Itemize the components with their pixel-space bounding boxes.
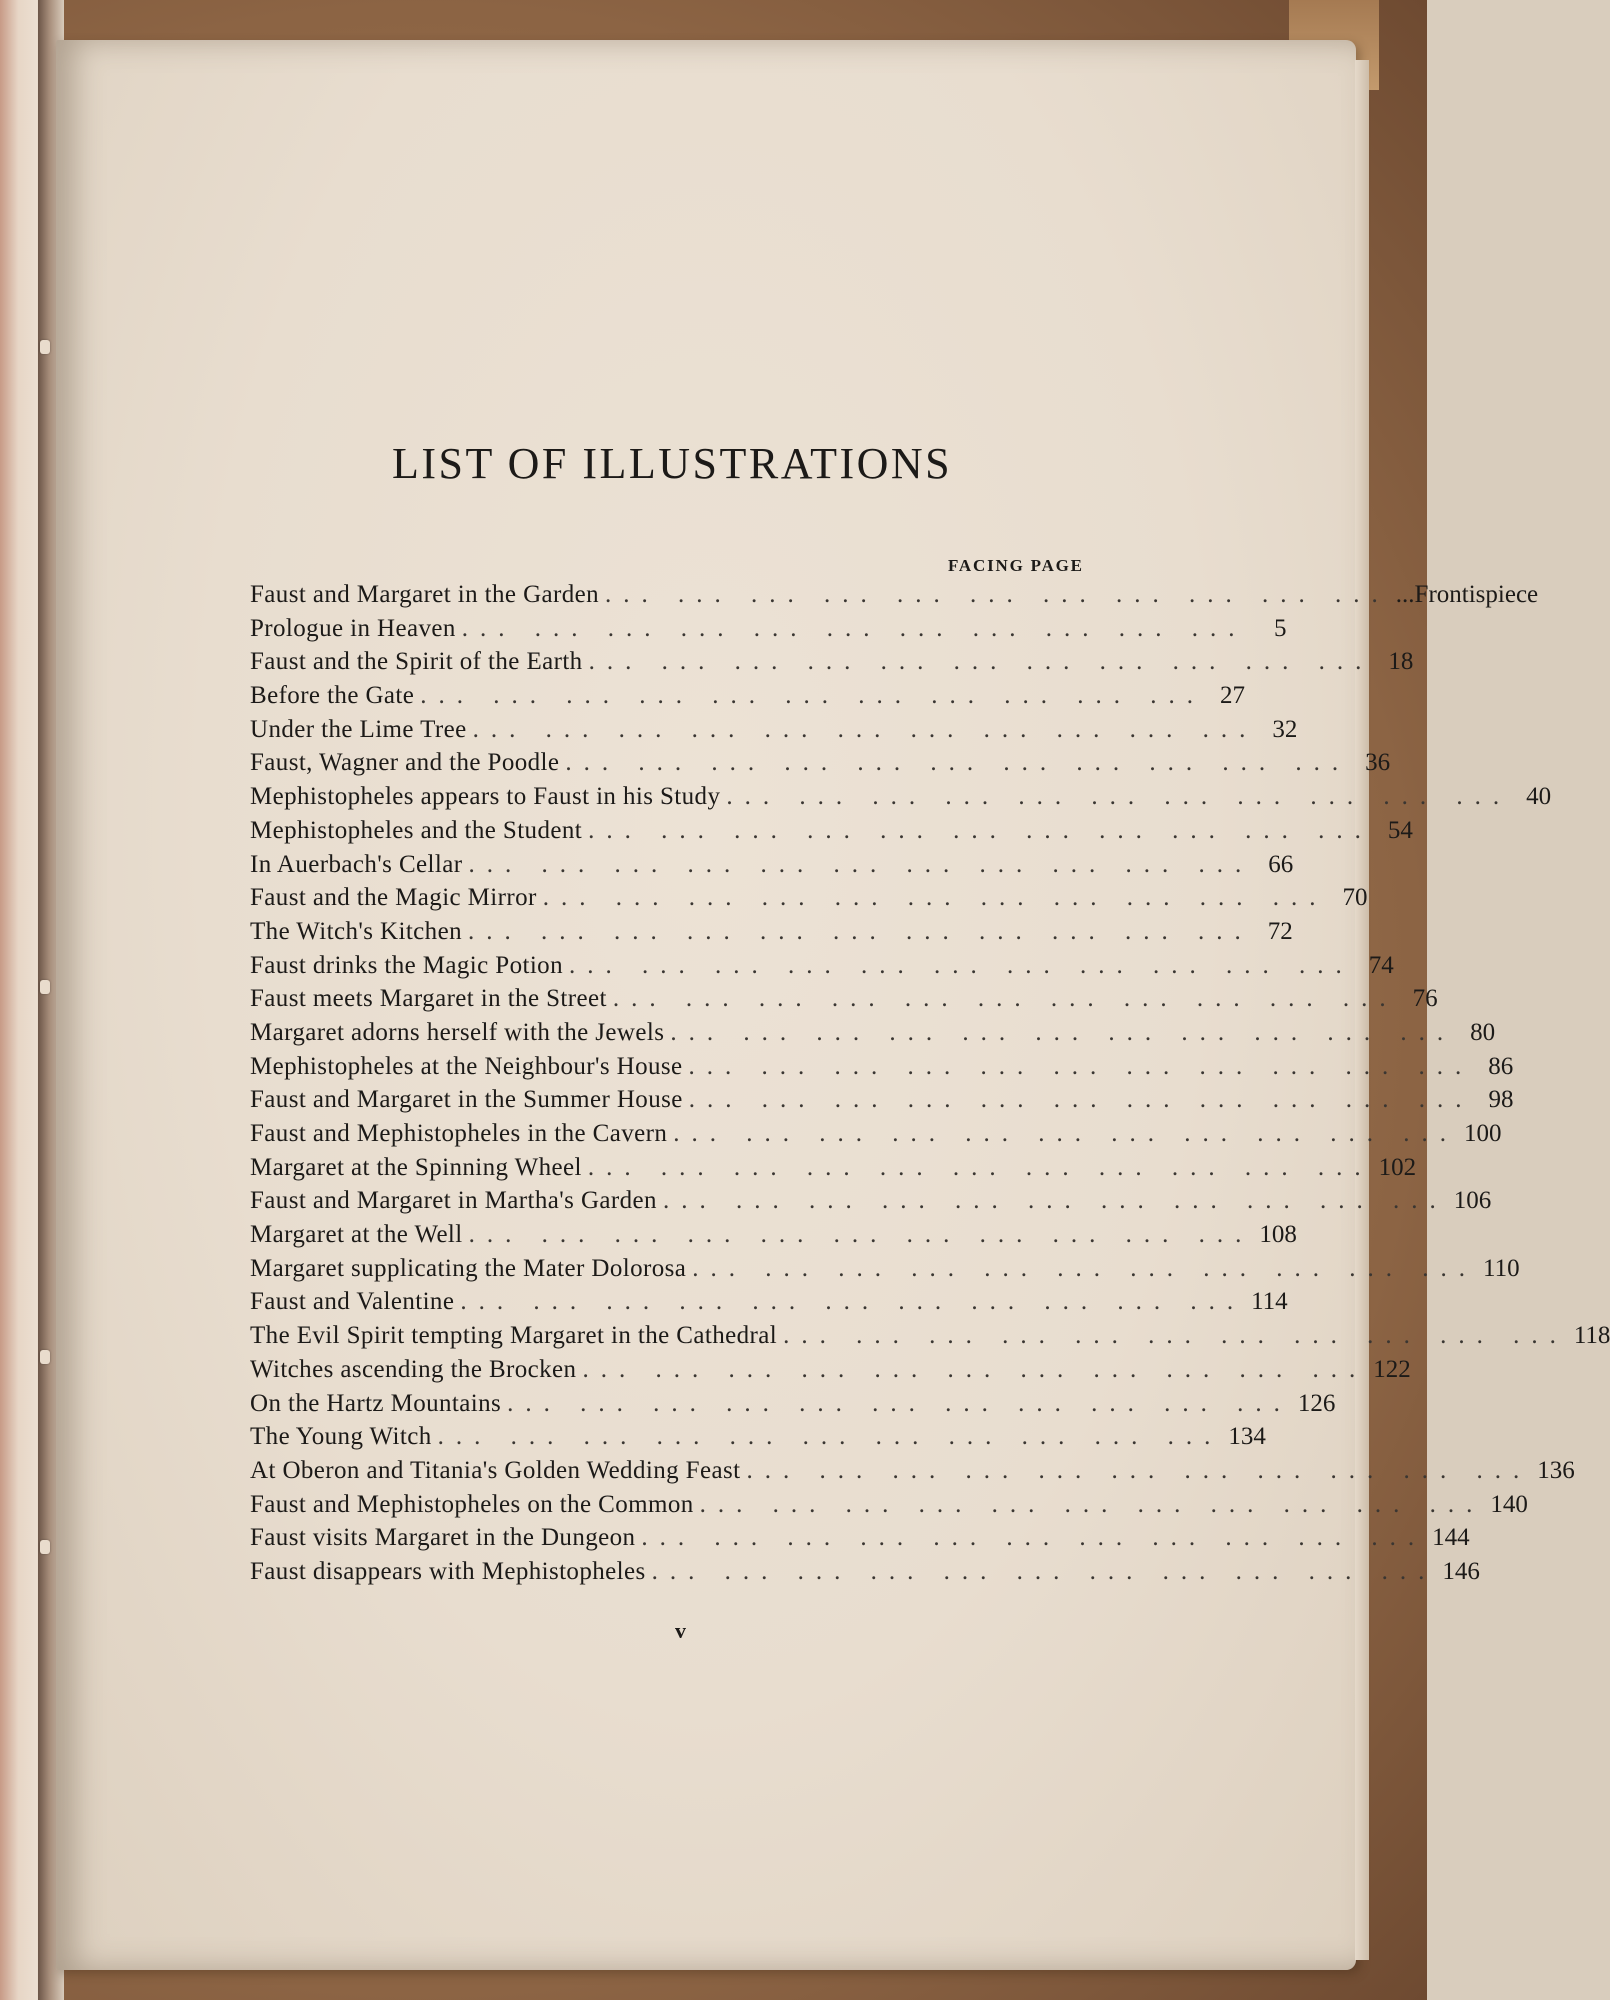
illustration-title: The Witch's Kitchen bbox=[250, 917, 462, 945]
illustration-title: Faust and the Spirit of the Earth bbox=[250, 648, 583, 676]
list-item bbox=[250, 1285, 1288, 1319]
illustration-title: Faust drinks the Magic Potion bbox=[250, 951, 563, 979]
list-item bbox=[250, 780, 1552, 814]
dot-leader: ... ... ... ... ... ... ... ... ... ... ... bbox=[673, 1120, 1458, 1147]
dot-leader: ... ... ... ... ... ... ... ... ... ... ... bbox=[542, 884, 1328, 912]
facing-page-number: 106 bbox=[1453, 1187, 1492, 1215]
illustration-title: In Auerbach's Cellar bbox=[250, 850, 463, 878]
dot-leader: ... ... ... ... ... ... ... ... ... ... ... bbox=[588, 648, 1374, 676]
dot-leader: ... ... ... ... ... ... ... ... ... ... ... bbox=[582, 1355, 1368, 1383]
facing-page-number: 76 bbox=[1412, 985, 1438, 1013]
illustration-title: The Young Witch bbox=[250, 1423, 432, 1451]
facing-page-number: 136 bbox=[1537, 1456, 1575, 1484]
dot-leader: ... ... ... ... ... ... ... ... ... ... ... bbox=[568, 951, 1354, 979]
facing-page-number: 5 bbox=[1274, 614, 1287, 642]
dot-leader: ... ... ... ... ... ... ... ... ... ... ... bbox=[670, 1018, 1456, 1046]
illustration-title: Margaret at the Spinning Wheel bbox=[250, 1153, 582, 1181]
facing-page-number: ...Frontispiece bbox=[1395, 581, 1539, 608]
list-item bbox=[250, 1555, 1480, 1589]
list-item bbox=[250, 1083, 1514, 1117]
facing-page-number: 36 bbox=[1365, 749, 1391, 777]
illustration-title: Faust, Wagner and the Poodle bbox=[250, 749, 560, 777]
illustration-title: Faust and Mephistopheles in the Cavern bbox=[250, 1120, 668, 1147]
dot-leader: ... ... ... ... ... ... ... ... ... ... ... bbox=[651, 1557, 1437, 1585]
illustration-title: On the Hartz Mountains bbox=[250, 1389, 502, 1417]
list-item bbox=[250, 1353, 1411, 1387]
dot-leader: ... ... ... ... ... ... ... ... ... ... ... bbox=[746, 1456, 1532, 1484]
list-item bbox=[250, 982, 1438, 1016]
dot-leader: ... ... ... ... ... ... ... ... ... ... ... bbox=[468, 850, 1254, 878]
list-item bbox=[250, 1151, 1417, 1185]
illustration-title: Mephistopheles at the Neighbour's House bbox=[250, 1052, 683, 1080]
list-item bbox=[250, 1488, 1528, 1522]
dot-leader: ... ... ... ... ... ... ... ... ... ... ... bbox=[507, 1389, 1292, 1417]
illustration-title: Faust meets Margaret in the Street bbox=[250, 985, 607, 1013]
facing-page-number: 66 bbox=[1268, 850, 1294, 878]
list-item bbox=[250, 713, 1298, 747]
list-item bbox=[250, 1454, 1575, 1488]
facing-page-number: 72 bbox=[1267, 917, 1293, 945]
list-item bbox=[250, 645, 1414, 679]
list-item bbox=[250, 1521, 1470, 1555]
list-item bbox=[250, 612, 1287, 646]
dot-leader: ... ... ... ... ... ... ... ... ... ... ... bbox=[587, 1153, 1373, 1181]
dot-leader: ... ... ... ... ... ... ... ... ... ... ... bbox=[565, 749, 1351, 777]
illustration-title: Mephistopheles and the Student bbox=[250, 816, 583, 844]
list-item bbox=[250, 1420, 1266, 1454]
dot-leader: ... ... ... ... ... ... ... ... ... ... ... bbox=[641, 1524, 1427, 1552]
binding-stitch bbox=[40, 1540, 50, 1554]
facing-page-header: FACING PAGE bbox=[948, 556, 1084, 575]
facing-page-number: 32 bbox=[1272, 715, 1298, 743]
list-item bbox=[250, 949, 1394, 983]
dot-leader: ... ... ... ... ... ... ... ... ... ... ... bbox=[662, 1187, 1448, 1215]
illustration-title: At Oberon and Titania's Golden Wedding Feast bbox=[250, 1456, 741, 1484]
page-number: v bbox=[675, 1618, 686, 1643]
dot-leader: ... ... ... ... ... ... ... ... ... ... ... bbox=[467, 917, 1253, 945]
facing-page-number: 114 bbox=[1251, 1288, 1288, 1316]
facing-page-number: 40 bbox=[1526, 783, 1552, 811]
dot-leader: ... ... ... ... ... ... ... ... ... ... ... bbox=[461, 614, 1247, 642]
facing-page-number: 126 bbox=[1297, 1389, 1336, 1417]
illustration-title: Faust disappears with Mephistopheles bbox=[250, 1557, 646, 1585]
dot-leader: ... ... ... ... ... ... ... ... ... ... ... bbox=[612, 985, 1398, 1013]
facing-page-number: 118 bbox=[1573, 1322, 1610, 1350]
facing-page-number: 18 bbox=[1388, 648, 1414, 676]
list-item bbox=[250, 1117, 1502, 1151]
facing-page-number: 144 bbox=[1432, 1524, 1470, 1552]
illustration-title: The Evil Spirit tempting Margaret in the Cathedral bbox=[250, 1322, 778, 1350]
dot-leader: ... ... ... ... ... ... ... ... ... ... ... bbox=[726, 783, 1512, 811]
list-item bbox=[250, 679, 1246, 713]
facing-page-number: 86 bbox=[1488, 1052, 1514, 1080]
illustration-title: Faust visits Margaret in the Dungeon bbox=[250, 1524, 636, 1552]
list-item bbox=[250, 1252, 1520, 1286]
facing-page-number: 146 bbox=[1442, 1557, 1480, 1585]
dot-leader: ... ... ... ... ... ... ... ... ... ... ... bbox=[699, 1490, 1485, 1518]
list-item bbox=[250, 881, 1368, 915]
list-item bbox=[250, 814, 1413, 848]
list-item bbox=[250, 1016, 1496, 1050]
dot-leader: ... ... ... ... ... ... ... ... ... ... ... bbox=[460, 1288, 1246, 1316]
list-item bbox=[250, 1184, 1492, 1218]
dot-leader: ... ... ... ... ... ... ... ... ... ... ... bbox=[783, 1322, 1568, 1350]
list-item bbox=[250, 1218, 1297, 1252]
illustration-title: Prologue in Heaven bbox=[250, 614, 456, 642]
facing-page-number: 140 bbox=[1490, 1490, 1528, 1518]
illustration-title: Faust and Margaret in the Garden bbox=[250, 581, 600, 608]
facing-page-number: 54 bbox=[1387, 816, 1413, 844]
page-title: LIST OF ILLUSTRATIONS bbox=[392, 439, 953, 488]
illustration-title: Witches ascending the Brocken bbox=[250, 1355, 577, 1383]
illustration-title: Faust and Margaret in the Summer House bbox=[250, 1086, 683, 1114]
dot-leader: ... ... ... ... ... ... ... ... ... ... ... bbox=[437, 1423, 1223, 1451]
facing-page-number: 74 bbox=[1368, 951, 1394, 979]
list-item bbox=[250, 578, 1539, 612]
dot-leader: ... ... ... ... ... ... ... ... ... ... ... bbox=[468, 1221, 1254, 1249]
list-item bbox=[250, 746, 1391, 780]
illustration-title: Faust and Valentine bbox=[250, 1288, 455, 1316]
list-item bbox=[250, 848, 1294, 882]
facing-page-number: 110 bbox=[1483, 1254, 1520, 1282]
binding-stitch bbox=[40, 340, 50, 354]
dot-leader: ... ... ... ... ... ... ... ... ... ... ... bbox=[588, 816, 1373, 844]
list-item bbox=[250, 915, 1293, 949]
facing-page-number: 70 bbox=[1342, 884, 1368, 912]
facing-page-number: 134 bbox=[1228, 1423, 1266, 1451]
illustration-title: Faust and Mephistopheles on the Common bbox=[250, 1490, 694, 1518]
dot-leader: ... ... ... ... ... ... ... ... ... ... ... bbox=[692, 1254, 1478, 1282]
list-item bbox=[250, 1387, 1336, 1421]
list-item bbox=[250, 1319, 1610, 1353]
illustrations-list bbox=[250, 578, 1610, 1589]
dot-leader: ... ... ... ... ... ... ... ... ... ... ... bbox=[605, 581, 1390, 608]
facing-page-number: 80 bbox=[1470, 1018, 1496, 1046]
facing-page-number: 100 bbox=[1463, 1120, 1502, 1147]
dot-leader: ... ... ... ... ... ... ... ... ... ... ... bbox=[420, 682, 1206, 710]
facing-page-number: 98 bbox=[1488, 1086, 1514, 1114]
facing-page-number: 102 bbox=[1378, 1153, 1417, 1181]
illustration-title: Under the Lime Tree bbox=[250, 715, 467, 743]
illustration-title: Faust and Margaret in Martha's Garden bbox=[250, 1187, 657, 1215]
binding-stitch bbox=[40, 1350, 50, 1364]
illustration-title: Margaret supplicating the Mater Dolorosa bbox=[250, 1254, 687, 1282]
illustration-title: Faust and the Magic Mirror bbox=[250, 884, 537, 912]
facing-page-number: 122 bbox=[1373, 1355, 1411, 1383]
dot-leader: ... ... ... ... ... ... ... ... ... ... ... bbox=[688, 1052, 1474, 1080]
illustration-title: Margaret at the Well bbox=[250, 1221, 463, 1249]
illustration-title: Before the Gate bbox=[250, 682, 415, 710]
facing-page-number: 108 bbox=[1259, 1221, 1297, 1249]
illustration-title: Mephistopheles appears to Faust in his Study bbox=[250, 783, 721, 811]
facing-page-number: 27 bbox=[1220, 682, 1246, 710]
binding-stitch bbox=[40, 980, 50, 994]
dot-leader: ... ... ... ... ... ... ... ... ... ... ... bbox=[688, 1086, 1474, 1114]
illustration-title: Margaret adorns herself with the Jewels bbox=[250, 1018, 665, 1046]
list-item bbox=[250, 1050, 1514, 1084]
dot-leader: ... ... ... ... ... ... ... ... ... ... ... bbox=[472, 715, 1258, 743]
